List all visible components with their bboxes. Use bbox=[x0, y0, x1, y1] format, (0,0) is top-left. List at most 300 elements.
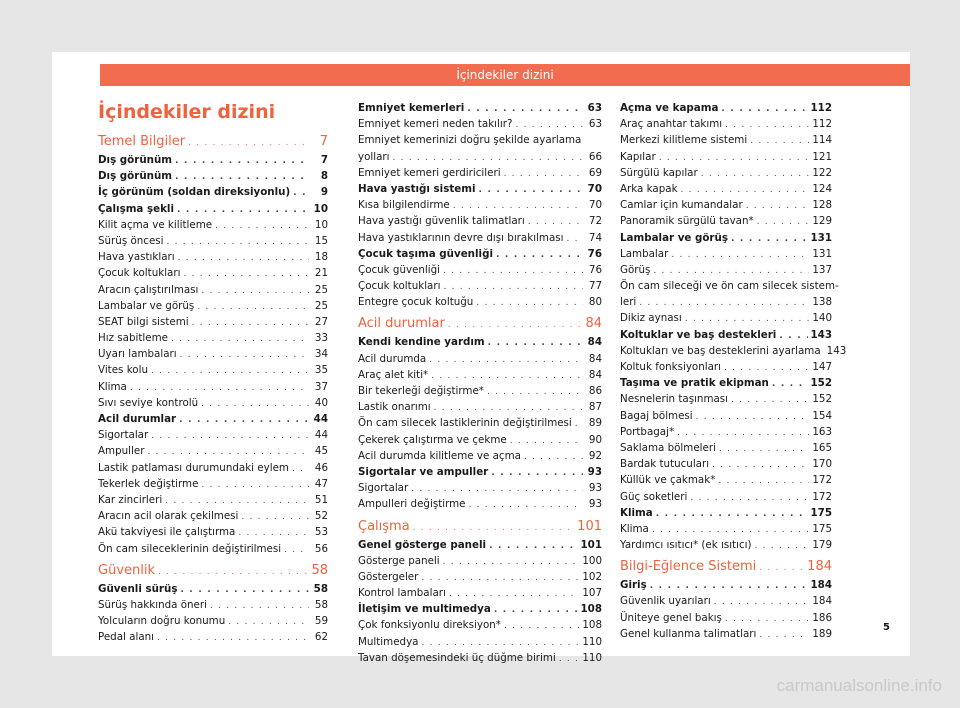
toc-entry-title: Çocuk koltukları bbox=[98, 267, 181, 280]
toc-dot-leader bbox=[652, 522, 810, 538]
toc-entry-page: 53 bbox=[314, 526, 328, 539]
toc-entry-page: 175 bbox=[812, 522, 832, 535]
toc-entry-title: Bir tekerleği değiştirme* bbox=[358, 385, 484, 397]
toc-entry-page: 110 bbox=[582, 635, 602, 648]
toc-entry-page: 63 bbox=[587, 102, 602, 114]
toc-entry-title: Acil durumda bbox=[358, 352, 427, 365]
toc-dot-leader bbox=[772, 376, 808, 392]
toc-entry[interactable] bbox=[98, 330, 328, 346]
toc-entry-page: 122 bbox=[812, 166, 832, 179]
toc-dot-leader bbox=[494, 602, 578, 618]
toc-entry-title: Kendi kendine yardım bbox=[358, 336, 485, 349]
toc-entry-page: 87 bbox=[588, 401, 602, 414]
toc-entry[interactable] bbox=[620, 230, 832, 246]
toc-entry-page: 175 bbox=[810, 506, 832, 519]
toc-entry-title: Multimedya bbox=[358, 635, 419, 648]
toc-dot-leader bbox=[750, 133, 809, 149]
toc-dot-leader bbox=[215, 218, 309, 234]
toc-dot-leader bbox=[690, 490, 809, 506]
toc-entry-title: Emniyet kemeri neden takılır? bbox=[358, 118, 513, 131]
toc-entry[interactable] bbox=[358, 294, 602, 310]
toc-dot-leader bbox=[284, 542, 309, 558]
toc-entry-page: 108 bbox=[580, 603, 602, 616]
toc-dot-leader bbox=[746, 198, 810, 214]
toc-entry[interactable] bbox=[358, 553, 602, 569]
toc-entry-line: Emniyet kemerinizi doğru şekilde ayarlama bbox=[358, 134, 582, 147]
toc-entry[interactable] bbox=[620, 505, 832, 521]
toc-entry[interactable] bbox=[98, 492, 328, 508]
toc-dot-leader bbox=[429, 352, 583, 368]
toc-entry[interactable] bbox=[98, 346, 328, 362]
toc-dot-leader bbox=[671, 247, 809, 263]
toc-entry[interactable] bbox=[620, 521, 832, 537]
toc-entry[interactable] bbox=[358, 480, 602, 496]
toc-entry[interactable] bbox=[98, 168, 328, 184]
toc-entry-title: Yardımcı ısıtıcı* (ek ısıtıcı) bbox=[620, 539, 752, 552]
toc-dot-leader bbox=[575, 416, 583, 432]
toc-dot-leader bbox=[188, 133, 309, 153]
toc-entry-title: Panoramik sürgülü tavan* bbox=[620, 215, 754, 228]
toc-entry-page: 143 bbox=[810, 328, 832, 341]
toc-entry-title: Aracın çalıştırılması bbox=[98, 283, 199, 296]
toc-dot-leader bbox=[175, 169, 309, 185]
toc-entry-title: Lastik onarımı bbox=[358, 401, 431, 414]
toc-entry[interactable] bbox=[358, 116, 602, 132]
watermark-footer: carmanualsonline.info bbox=[776, 676, 942, 695]
toc-entry-page: 170 bbox=[812, 458, 832, 471]
toc-entry-page: 51 bbox=[314, 493, 328, 506]
toc-entry[interactable] bbox=[358, 351, 602, 367]
toc-dot-leader bbox=[757, 214, 810, 230]
toc-entry[interactable] bbox=[620, 577, 832, 593]
toc-entry-page: 35 bbox=[314, 364, 328, 377]
toc-entry[interactable] bbox=[620, 262, 832, 278]
toc-entry[interactable] bbox=[358, 334, 602, 350]
toc-entry-page: 112 bbox=[812, 118, 832, 131]
toc-dot-leader bbox=[453, 198, 583, 214]
toc-entry-title: Küllük ve çakmak* bbox=[620, 474, 716, 487]
toc-entry-title: Lambalar ve görüş bbox=[620, 231, 728, 244]
toc-entry[interactable] bbox=[358, 432, 602, 448]
toc-entry-title: Nesnelerin taşınması bbox=[620, 393, 729, 406]
toc-entry[interactable] bbox=[98, 152, 328, 168]
toc-entry-title: Klima bbox=[620, 506, 653, 519]
toc-entry-page: 165 bbox=[812, 441, 832, 454]
toc-entry[interactable] bbox=[620, 456, 832, 472]
manual-page bbox=[52, 52, 910, 664]
toc-entry[interactable] bbox=[620, 343, 847, 359]
toc-entry-title: Görüş bbox=[620, 263, 651, 276]
toc-entry-title: Bagaj bölmesi bbox=[620, 409, 693, 422]
toc-dot-leader bbox=[171, 331, 309, 347]
toc-entry-title: İç görünüm (soldan direksiyonlu) bbox=[98, 186, 291, 199]
toc-entry-page: 84 bbox=[587, 336, 602, 349]
toc-entry-title: Çok fonksiyonlu direksiyon* bbox=[358, 619, 501, 632]
toc-entry-page: 59 bbox=[314, 615, 328, 628]
toc-dot-leader bbox=[151, 363, 309, 379]
toc-entry-page: 58 bbox=[311, 562, 328, 578]
toc-entry-title: Kontrol lambaları bbox=[358, 587, 446, 600]
toc-entry-page: 74 bbox=[588, 231, 602, 244]
toc-entry[interactable] bbox=[358, 213, 602, 229]
toc-entry[interactable] bbox=[620, 489, 832, 505]
toc-entry[interactable] bbox=[620, 472, 832, 488]
toc-entry-title: Sürgülü kapılar bbox=[620, 166, 698, 179]
toc-entry-title: Hava yastıklarının devre dışı bırakılması bbox=[358, 231, 564, 244]
toc-entry[interactable] bbox=[98, 541, 328, 557]
toc-entry-title: Merkezi kilitleme sistemi bbox=[620, 134, 748, 147]
toc-entry-page: 77 bbox=[588, 280, 602, 293]
toc-entry-page: 184 bbox=[807, 559, 832, 575]
toc-entry[interactable] bbox=[98, 427, 328, 443]
toc-entry-page: 34 bbox=[314, 348, 328, 361]
toc-entry[interactable] bbox=[358, 165, 602, 181]
toc-entry[interactable] bbox=[98, 201, 328, 217]
toc-entry[interactable] bbox=[98, 362, 328, 378]
toc-dot-leader bbox=[714, 594, 810, 610]
toc-section-heading[interactable] bbox=[98, 561, 328, 581]
toc-entry[interactable] bbox=[98, 184, 328, 200]
toc-entry[interactable] bbox=[358, 383, 602, 399]
toc-entry-page: 76 bbox=[587, 247, 602, 260]
toc-entry-page: 84 bbox=[588, 368, 602, 381]
page-number: 5 bbox=[883, 622, 890, 633]
toc-entry[interactable] bbox=[620, 116, 832, 132]
toc-dot-leader bbox=[201, 477, 309, 493]
toc-column-3 bbox=[620, 100, 847, 642]
toc-dot-leader bbox=[721, 101, 807, 117]
toc-dot-leader bbox=[177, 202, 309, 218]
toc-dot-leader bbox=[731, 392, 809, 408]
toc-entry-page: 70 bbox=[587, 182, 602, 195]
toc-entry[interactable] bbox=[358, 181, 602, 197]
toc-entry-title: Giriş bbox=[620, 579, 647, 592]
toc-dot-leader bbox=[759, 558, 804, 578]
toc-dot-leader bbox=[175, 153, 309, 169]
toc-entry-page: 121 bbox=[812, 150, 832, 163]
toc-dot-leader bbox=[476, 295, 583, 311]
toc-entry-title: Emniyet kemeri gerdiricileri bbox=[358, 166, 501, 179]
toc-entry[interactable] bbox=[98, 597, 328, 613]
toc-entry-page: 27 bbox=[314, 315, 328, 328]
toc-entry[interactable] bbox=[98, 217, 328, 233]
toc-entry-page: 179 bbox=[812, 539, 832, 552]
toc-entry[interactable] bbox=[358, 197, 602, 213]
toc-dot-leader bbox=[448, 315, 583, 335]
toc-entry[interactable] bbox=[98, 314, 328, 330]
toc-entry[interactable] bbox=[620, 165, 832, 181]
toc-entry[interactable] bbox=[620, 327, 832, 343]
toc-dot-leader bbox=[755, 538, 810, 554]
toc-entry[interactable] bbox=[98, 411, 328, 427]
toc-entry[interactable] bbox=[358, 617, 602, 633]
toc-entry[interactable] bbox=[358, 230, 602, 246]
toc-dot-leader bbox=[639, 295, 809, 311]
toc-dot-leader bbox=[449, 586, 579, 602]
toc-entry-page: 56 bbox=[314, 542, 328, 555]
toc-entry-title: Koltukları ve baş desteklerini ayarlama bbox=[620, 344, 821, 357]
toc-dot-leader bbox=[238, 525, 309, 541]
toc-entry-page: 93 bbox=[587, 465, 602, 478]
toc-entry-page: 172 bbox=[812, 490, 832, 503]
toc-entry-page: 25 bbox=[314, 299, 328, 312]
toc-dot-leader bbox=[510, 433, 583, 449]
toc-entry-page: 40 bbox=[314, 396, 328, 409]
toc-entry-title: İletişim ve multimedya bbox=[358, 603, 491, 616]
toc-entry-page: 112 bbox=[810, 102, 832, 114]
toc-dot-leader bbox=[731, 231, 808, 247]
toc-dot-leader bbox=[524, 449, 583, 465]
toc-entry[interactable] bbox=[358, 415, 602, 431]
toc-entry-title: Acil durumlar bbox=[98, 413, 177, 425]
toc-entry[interactable] bbox=[620, 181, 832, 197]
toc-entry-page: 152 bbox=[810, 377, 832, 390]
toc-entry-title: Hava yastıkları bbox=[98, 251, 175, 264]
toc-entry-page: 107 bbox=[582, 587, 602, 600]
toc-entry-title: SEAT bilgi sistemi bbox=[98, 315, 189, 328]
toc-entry[interactable] bbox=[98, 476, 328, 492]
toc-entry-title: Arka kapak bbox=[620, 182, 678, 195]
toc-entry-page: 66 bbox=[588, 150, 602, 163]
toc-entry-page: 33 bbox=[314, 332, 328, 345]
toc-entry-title: Çekerek çalıştırma ve çekme bbox=[358, 433, 507, 446]
toc-entry[interactable] bbox=[98, 524, 328, 540]
toc-entry-title: Güç soketleri bbox=[620, 490, 688, 503]
toc-dot-leader bbox=[157, 630, 309, 646]
toc-entry-page: 189 bbox=[812, 627, 832, 640]
toc-entry-page: 131 bbox=[810, 231, 832, 244]
toc-dot-leader bbox=[167, 234, 309, 250]
toc-entry-title: Pedal alanı bbox=[98, 631, 155, 644]
toc-entry-page: 15 bbox=[314, 234, 328, 247]
toc-entry-title: Bardak tutucuları bbox=[620, 458, 710, 471]
toc-entry[interactable] bbox=[358, 585, 602, 601]
toc-entry-title: Koltuklar ve baş destekleri bbox=[620, 328, 777, 341]
toc-entry[interactable] bbox=[358, 448, 602, 464]
toc-entry[interactable] bbox=[98, 298, 328, 314]
toc-entry-title: yolları bbox=[358, 150, 390, 163]
toc-entry-page: 140 bbox=[812, 312, 832, 325]
toc-entry[interactable] bbox=[620, 408, 832, 424]
toc-entry-page: 114 bbox=[812, 134, 832, 147]
toc-entry[interactable] bbox=[620, 593, 832, 609]
toc-entry[interactable] bbox=[358, 650, 602, 666]
toc-entry-page: 147 bbox=[812, 361, 832, 373]
toc-entry-page: 8 bbox=[320, 170, 328, 183]
toc-entry[interactable] bbox=[358, 601, 602, 617]
toc-entry[interactable] bbox=[358, 367, 602, 383]
toc-dot-leader bbox=[685, 311, 810, 327]
toc-dot-leader bbox=[292, 461, 309, 477]
toc-entry[interactable] bbox=[358, 100, 602, 116]
toc-entry-title: Gösterge paneli bbox=[358, 554, 440, 567]
toc-dot-leader bbox=[158, 562, 308, 582]
toc-entry[interactable] bbox=[620, 537, 832, 553]
toc-entry[interactable] bbox=[620, 359, 832, 375]
toc-entry[interactable] bbox=[620, 375, 832, 391]
toc-entry[interactable] bbox=[98, 613, 328, 629]
toc-entry-title: Dış görünüm bbox=[98, 154, 173, 166]
toc-entry-page: 9 bbox=[320, 186, 328, 199]
toc-entry[interactable] bbox=[98, 233, 328, 249]
toc-dot-leader bbox=[779, 328, 807, 344]
toc-entry-line: Ön cam sileceği ve ön cam silecek sistem- bbox=[620, 280, 839, 293]
toc-entry[interactable] bbox=[98, 460, 328, 476]
toc-entry-page: 108 bbox=[582, 619, 602, 632]
toc-entry-page: 70 bbox=[588, 199, 602, 212]
toc-dot-leader bbox=[293, 185, 309, 201]
toc-entry[interactable] bbox=[98, 249, 328, 265]
toc-dot-leader bbox=[528, 214, 583, 230]
toc-entry[interactable] bbox=[98, 265, 328, 281]
toc-entry[interactable] bbox=[620, 626, 832, 642]
toc-entry-page: 47 bbox=[314, 477, 328, 490]
toc-entry-title: Klima bbox=[98, 380, 127, 393]
toc-entry-page: 58 bbox=[314, 598, 328, 611]
toc-entry-page: 69 bbox=[588, 166, 602, 179]
toc-dot-leader bbox=[479, 182, 584, 198]
toc-entry[interactable] bbox=[98, 282, 328, 298]
toc-entry-page: 186 bbox=[812, 611, 832, 624]
toc-section-heading[interactable] bbox=[98, 132, 328, 152]
toc-dot-leader bbox=[210, 598, 309, 614]
toc-dot-leader bbox=[443, 279, 583, 295]
toc-dot-leader bbox=[725, 117, 809, 133]
toc-entry[interactable] bbox=[98, 395, 328, 411]
toc-entry-title: Genel gösterge paneli bbox=[358, 538, 487, 551]
toc-entry[interactable] bbox=[620, 440, 832, 456]
toc-entry-page: 44 bbox=[314, 429, 328, 442]
toc-entry[interactable] bbox=[358, 569, 602, 585]
toc-entry-title: Hava yastığı güvenlik talimatları bbox=[358, 215, 525, 228]
toc-dot-leader bbox=[201, 283, 309, 299]
toc-dot-leader bbox=[719, 441, 809, 457]
toc-entry-page: 184 bbox=[812, 595, 832, 608]
toc-dot-leader bbox=[180, 347, 309, 363]
toc-entry-title: Aracın acil olarak çekilmesi bbox=[98, 510, 239, 523]
toc-entry[interactable] bbox=[620, 132, 832, 148]
toc-entry-title: Lambalar bbox=[620, 247, 669, 260]
toc-dot-leader bbox=[515, 117, 583, 133]
toc-column-2 bbox=[358, 100, 602, 666]
toc-entry-page: 10 bbox=[314, 218, 328, 231]
toc-entry-page: 80 bbox=[588, 296, 602, 309]
toc-entry[interactable] bbox=[620, 310, 832, 326]
toc-dot-leader bbox=[681, 182, 810, 198]
toc-entry[interactable] bbox=[620, 610, 832, 626]
toc-entry-title: Kilit açma ve kilitleme bbox=[98, 218, 213, 231]
toc-entry-title: Lastik patlaması durumundaki eylem bbox=[98, 461, 289, 474]
toc-list-1 bbox=[98, 132, 328, 645]
toc-entry-page: 102 bbox=[582, 570, 602, 583]
toc-section-heading[interactable] bbox=[358, 517, 602, 537]
toc-entry[interactable] bbox=[620, 213, 832, 229]
toc-dot-leader bbox=[488, 335, 583, 351]
toc-entry-title: Emniyet kemerleri bbox=[358, 102, 465, 114]
toc-entry[interactable] bbox=[98, 508, 328, 524]
toc-entry[interactable] bbox=[620, 100, 832, 116]
toc-dot-leader bbox=[443, 554, 580, 570]
toc-entry[interactable] bbox=[620, 197, 832, 213]
toc-entry[interactable] bbox=[358, 496, 602, 512]
toc-section-heading[interactable] bbox=[358, 314, 602, 334]
toc-dot-leader bbox=[659, 150, 810, 166]
toc-dot-leader bbox=[653, 263, 809, 279]
toc-entry[interactable] bbox=[620, 391, 832, 407]
toc-entry[interactable] bbox=[358, 399, 602, 415]
toc-entry-page: 143 bbox=[826, 344, 847, 357]
toc-section-heading[interactable] bbox=[620, 557, 832, 577]
toc-entry[interactable] bbox=[358, 246, 602, 262]
toc-entry[interactable] bbox=[98, 629, 328, 645]
toc-entry-page: 89 bbox=[588, 417, 602, 430]
toc-entry-title: Açma ve kapama bbox=[620, 102, 719, 114]
toc-entry-title: Güvenlik uyarıları bbox=[620, 595, 711, 608]
toc-entry-title: Sigortalar bbox=[98, 429, 149, 442]
toc-entry[interactable] bbox=[98, 581, 328, 597]
toc-dot-leader bbox=[192, 315, 309, 331]
toc-entry-page: 84 bbox=[585, 316, 602, 332]
toc-entry[interactable] bbox=[620, 424, 832, 440]
toc-entry-title: Ampuller bbox=[98, 445, 145, 458]
toc-entry-title: Ön cam sileceklerinin değiştirilmesi bbox=[98, 542, 282, 555]
toc-entry-title: Kar zincirleri bbox=[98, 493, 163, 506]
toc-entry-title: Acil durumlar bbox=[358, 316, 445, 332]
toc-dot-leader bbox=[504, 166, 583, 182]
toc-dot-leader bbox=[151, 428, 309, 444]
toc-dot-leader bbox=[431, 368, 583, 384]
toc-entry-page: 18 bbox=[314, 251, 328, 264]
toc-entry[interactable] bbox=[358, 537, 602, 553]
toc-entry-page: 84 bbox=[588, 352, 602, 365]
toc-entry-title: Portbagaj* bbox=[620, 425, 675, 438]
toc-entry-title: Kapılar bbox=[620, 150, 656, 163]
toc-entry-page: 90 bbox=[588, 433, 602, 446]
toc-entry[interactable] bbox=[620, 294, 832, 310]
toc-dot-leader bbox=[701, 166, 810, 182]
toc-entry[interactable] bbox=[358, 634, 602, 650]
toc-entry[interactable] bbox=[358, 278, 602, 294]
toc-entry[interactable] bbox=[358, 149, 602, 165]
toc-dot-leader bbox=[241, 509, 309, 525]
toc-entry[interactable] bbox=[620, 246, 832, 262]
toc-entry-page: 7 bbox=[320, 154, 328, 166]
toc-dot-leader bbox=[677, 425, 809, 441]
toc-entry[interactable] bbox=[620, 149, 832, 165]
toc-dot-leader bbox=[130, 380, 309, 396]
toc-entry-title: Dikiz aynası bbox=[620, 312, 682, 325]
toc-dot-leader bbox=[147, 444, 309, 460]
toc-entry-page: 184 bbox=[810, 579, 832, 592]
toc-entry-page: 37 bbox=[314, 380, 328, 393]
toc-entry[interactable] bbox=[358, 464, 602, 480]
toc-dot-leader bbox=[725, 611, 809, 627]
toc-dot-leader bbox=[201, 396, 309, 412]
toc-dot-leader bbox=[411, 481, 583, 497]
toc-dot-leader bbox=[712, 457, 809, 473]
page-header-banner: İçindekiler dizini bbox=[100, 64, 910, 86]
toc-entry[interactable] bbox=[358, 262, 602, 278]
toc-dot-leader bbox=[197, 299, 309, 315]
toc-entry-page: 128 bbox=[812, 199, 832, 212]
toc-entry[interactable] bbox=[98, 379, 328, 395]
page-title: İçindekiler dizini bbox=[98, 101, 276, 123]
toc-entry-page: 93 bbox=[588, 498, 602, 511]
toc-entry-title: Lambalar ve görüş bbox=[98, 299, 195, 312]
toc-entry-page: 93 bbox=[588, 482, 602, 495]
toc-entry-title: Entegre çocuk koltuğu bbox=[358, 296, 474, 309]
toc-entry[interactable] bbox=[98, 443, 328, 459]
